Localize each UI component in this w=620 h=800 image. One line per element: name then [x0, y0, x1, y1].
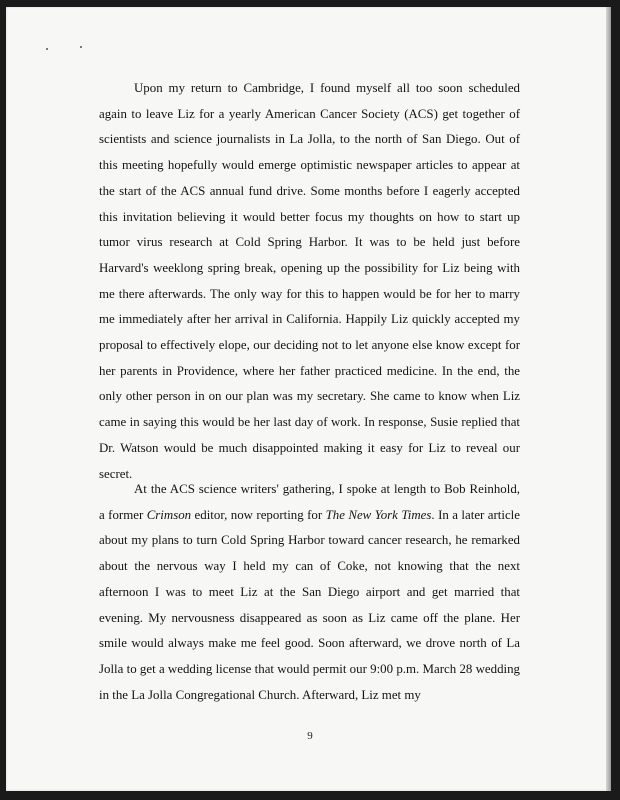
paragraph-1: Upon my return to Cambridge, I found myself all too soon scheduled again to leave Liz for a yearly American Cancer Society (ACS) get together of scientists and science journalists in La Jolla, to the north of San Diego. Out of this meeting hopefully would emerge optimistic newspaper articles to appear at the start of the ACS annual fund drive. Some months before I eagerly accepted this invitation believing it would better focus my thoughts on how to start up tumor virus research at Cold Spring Harbor. It was to be held just before Harvard's weeklong spring break, opening up the possibility for Liz being with me there afterwards. The only way for this to happen would be for her to marry me immediately after her arrival in California. Happily Liz quickly accepted my proposal to effectively elope, our deciding not to let anyone else know except for her parents in Providence, where her father practiced medicine. In the end, the only other person in on our plan was my secretary. She came to know when Liz came in saying this would be her last day of work. In response, Susie replied that Dr. Watson would be much disappointed making it easy for Liz to reveal our secret. [99, 81, 520, 481]
paragraph-2 [99, 477, 520, 708]
scan-specks [46, 46, 86, 52]
paragraph-2-part-1: At the ACS science writers' gathering, I spoke at length to Bob Reinhold, a former [99, 482, 520, 522]
paragraph-2-part-2: editor, now reporting for [191, 507, 326, 522]
crimson-title: Crimson [146, 507, 192, 522]
page-number: 9 [307, 730, 313, 742]
paragraph-2-part-3: . In a later article about my plans to turn Cold Spring Harbor toward cancer research, he remarked about the nervous way I held my can of Coke, not knowing that the next afternoon I was to meet Liz at the San Diego airport and get married that evening. My nervousness disappeared as soon as Liz came off the plane. Her smile would always make me feel good. Soon afterward, we drove north of La Jolla to get a wedding license that would permit our 9:00 p.m. March 28 wedding in the La Jolla Congregational Church. Afterward, Liz met my [99, 507, 520, 702]
nyt-title: The New York Times [325, 507, 432, 522]
page-edge-shadow [606, 7, 611, 791]
